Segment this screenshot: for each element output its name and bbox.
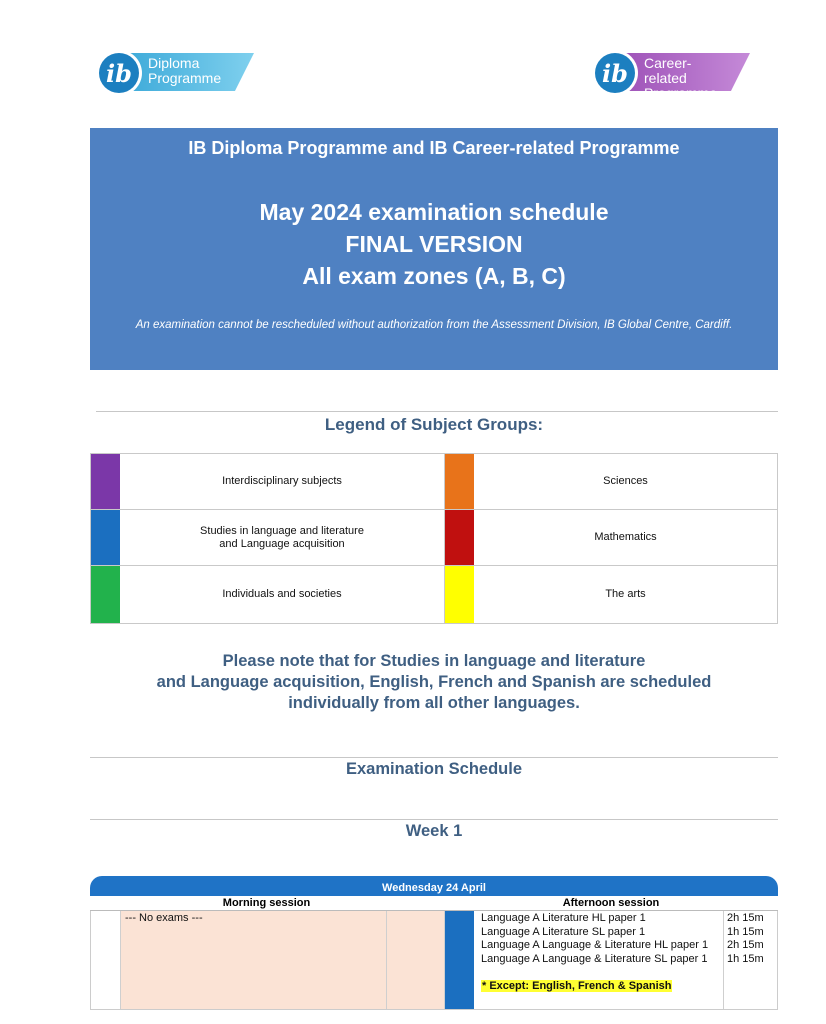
legend-heading: Legend of Subject Groups: bbox=[324, 415, 544, 434]
legend-label: Mathematics bbox=[594, 531, 657, 543]
logo-line2: Programme bbox=[644, 85, 718, 101]
exam-duration: 2h 15m bbox=[727, 912, 764, 924]
schedule-title-line2: FINAL VERSION bbox=[345, 231, 523, 257]
language-swatch bbox=[91, 510, 120, 565]
session-header-row bbox=[90, 896, 778, 911]
morning-duration-cell bbox=[387, 911, 444, 1009]
legend-label: Sciences bbox=[603, 475, 648, 487]
legend-label: Individuals and societies bbox=[222, 588, 342, 600]
morning-cell bbox=[120, 911, 386, 1009]
title-banner bbox=[90, 128, 778, 370]
afternoon-session-label: Afternoon session bbox=[562, 897, 660, 909]
exam-name: Language A Literature HL paper 1 bbox=[481, 912, 646, 924]
divider bbox=[90, 819, 778, 820]
afternoon-exam-list bbox=[481, 912, 721, 966]
legend-label: The arts bbox=[605, 588, 646, 600]
ib-letter-mark: ib bbox=[595, 53, 635, 93]
exam-name: Language A Language & Literature SL paper 1 bbox=[481, 952, 708, 965]
programme-heading: IB Diploma Programme and IB Career-related Programme bbox=[188, 138, 680, 158]
divider bbox=[120, 911, 121, 1009]
legend-label: Interdisciplinary subjects bbox=[222, 475, 342, 487]
exam-duration: 1h 15m bbox=[727, 925, 764, 938]
sciences-swatch bbox=[445, 454, 474, 509]
legend-row bbox=[91, 566, 777, 623]
exam-name: Language A Literature SL paper 1 bbox=[481, 925, 646, 938]
exam-duration: 2h 15m bbox=[727, 939, 764, 951]
week-heading: Week 1 bbox=[405, 822, 463, 840]
legend-row bbox=[91, 454, 777, 510]
afternoon-exam-durations bbox=[727, 912, 764, 966]
logo-text bbox=[644, 56, 717, 101]
exam-duration: 1h 15m bbox=[727, 952, 764, 965]
logo-line1: Diploma bbox=[148, 55, 200, 71]
individuals-societies-swatch bbox=[91, 566, 120, 623]
morning-exams-text: --- No exams --- bbox=[125, 912, 203, 924]
language-group-swatch bbox=[445, 911, 474, 1009]
schedule-title-line3: All exam zones (A, B, C) bbox=[302, 263, 566, 289]
logo-line1: Career-related bbox=[644, 55, 692, 86]
ib-letter-mark: ib bbox=[99, 53, 139, 93]
morning-session-label: Morning session bbox=[222, 897, 311, 909]
schedule-title-line1: May 2024 examination schedule bbox=[259, 199, 609, 225]
exception-highlight: * Except: English, French & Spanish bbox=[482, 980, 672, 992]
divider bbox=[723, 911, 724, 1009]
divider bbox=[96, 411, 778, 412]
mathematics-swatch bbox=[445, 510, 474, 565]
examination-schedule-heading: Examination Schedule bbox=[345, 760, 523, 778]
schedule-table-body bbox=[90, 911, 778, 1010]
legend-label: Studies in language and literature and Language acquisition bbox=[200, 524, 364, 550]
divider bbox=[90, 757, 778, 758]
legend-row bbox=[91, 510, 777, 566]
exam-name: Language A Language & Literature HL paper 1 bbox=[481, 939, 709, 951]
interdisciplinary-swatch bbox=[91, 454, 120, 509]
logo-text bbox=[148, 56, 221, 86]
ib-logo-circle bbox=[96, 50, 142, 96]
schedule-title bbox=[90, 196, 778, 292]
legend-table bbox=[90, 453, 778, 624]
reschedule-notice: An examination cannot be rescheduled without authorization from the Assessment Division, IB Global Centre, Cardiff. bbox=[135, 319, 733, 331]
logo-line2: Programme bbox=[148, 70, 222, 86]
language-scheduling-note: Please note that for Studies in language and literature and Language acquisition, English, French and Spanish are scheduled individually from all other languages. bbox=[156, 652, 712, 712]
ib-logo-circle bbox=[592, 50, 638, 96]
arts-swatch bbox=[445, 566, 474, 623]
day-header: Wednesday 24 April bbox=[90, 876, 778, 896]
exception-note bbox=[481, 980, 672, 994]
